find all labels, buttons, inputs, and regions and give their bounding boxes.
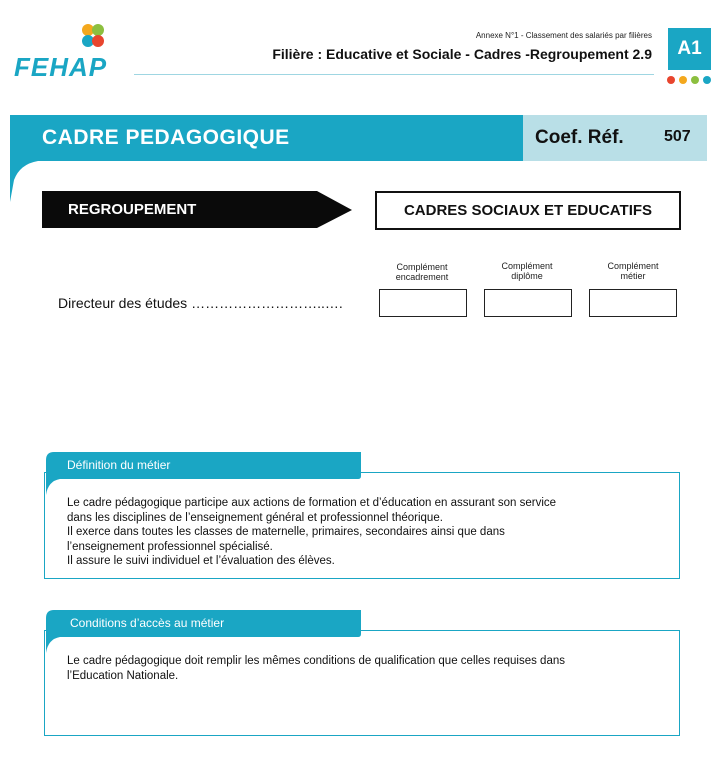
conditions-line: l’Education Nationale.: [67, 669, 179, 682]
color-dots: [667, 76, 713, 84]
definition-line: Il assure le suivi individuel et l’évaluation des élèves.: [67, 555, 335, 567]
definition-text: [67, 496, 556, 569]
annex-caption: Annexe N°1 - Classement des salariés par filières: [475, 31, 652, 40]
coef-value: 507: [664, 128, 691, 145]
definition-title: Définition du métier: [67, 458, 171, 472]
complement-encadrement-field[interactable]: [379, 289, 467, 317]
logo-text: FEHAP: [14, 52, 108, 82]
color-dot: [703, 76, 711, 84]
color-dot: [679, 76, 687, 84]
coef-label: Coef. Réf.: [535, 127, 624, 148]
regroupement-label: REGROUPEMENT: [68, 201, 197, 218]
filiere-title: Filière : Educative et Sociale - Cadres -Regroupement 2.9: [272, 46, 652, 62]
complement-header-line: encadrement: [395, 272, 449, 282]
regroupement-value: CADRES SOCIAUX ET EDUCATIFS: [375, 191, 681, 230]
complement-metier-field[interactable]: [589, 289, 677, 317]
color-dot: [667, 76, 675, 84]
complement-header-metier: [588, 261, 678, 281]
definition-line: Il exerce dans toutes les classes de maternelle, primaires, secondaires ainsi que dans: [67, 526, 505, 538]
job-title: CADRE PEDAGOGIQUE: [42, 126, 290, 149]
definition-line: l’enseignement professionnel spécialisé.: [67, 540, 273, 553]
complement-header-encadrement: [377, 262, 467, 282]
header-divider: [134, 74, 654, 75]
complement-header-line: métier: [620, 271, 646, 281]
complement-header-line: Complément: [396, 262, 448, 272]
complement-header-line: Complément: [607, 261, 659, 271]
color-dot: [691, 76, 699, 84]
complement-header-line: diplôme: [511, 271, 543, 281]
job-name: Directeur des études ………………………..….: [58, 295, 343, 311]
conditions-title: Conditions d’accès au métier: [70, 616, 225, 630]
complement-diplome-field[interactable]: [484, 289, 572, 317]
conditions-line: Le cadre pédagogique doit remplir les mêmes conditions de qualification que celles requises dans: [67, 655, 565, 667]
definition-line: dans les disciplines de l’enseignement général et professionnel théorique.: [67, 511, 443, 524]
definition-line: Le cadre pédagogique participe aux actions de formation et d’éducation en assurant son service: [67, 497, 557, 509]
complement-header-line: Complément: [501, 261, 553, 271]
complement-header-diplome: [482, 261, 572, 281]
conditions-text: [67, 654, 565, 683]
category-badge: A1: [668, 28, 711, 70]
